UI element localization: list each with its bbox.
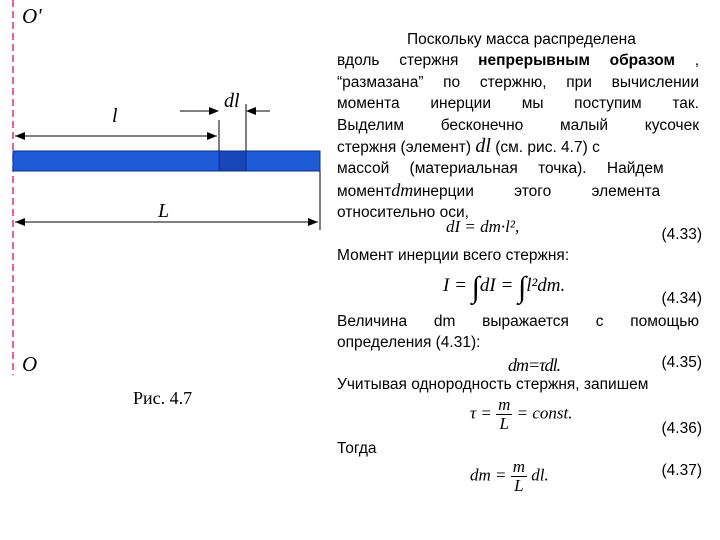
label-l: l [112,105,118,127]
p1-line-1: Поскольку масса распределена [407,31,636,48]
axis-label-bottom: O [22,352,38,376]
equation-4-35: dm=τdl. [508,355,561,375]
eqnum-4-33: (4.33) [661,226,702,243]
equation-4-34: I = ∫dI = ∫l²dm. [443,271,566,304]
p3-line-2: определения (4.31): [337,334,481,352]
eqnum-4-34: (4.34) [661,290,702,307]
symbol-dl: dl [475,135,491,158]
equation-4-36: τ = $\frac{m}{L}$ = const. [470,395,573,433]
label-L: L [158,200,170,222]
rod-element-dl [219,151,246,171]
p3-line-1: Величина dm выражается с помощью [337,313,699,330]
eqnum-4-37: (4.37) [661,462,702,479]
rod [13,151,320,171]
p1-line-9: относительно оси, [337,204,469,222]
eqnum-4-36: (4.36) [661,420,702,437]
p1-line-3: “размазана” по стержню, при вычислении [337,73,699,91]
paragraph-3 [337,311,699,354]
p1-line-5: Выделим бесконечно малый кусочек [337,116,699,134]
paragraph-4: Учитывая однородность стержня, запишем [337,376,649,393]
p1-line-6: стержня (элемент) dl (см. рис. 4.7) с [337,135,600,158]
equation-4-33: dI = dm·l², [446,217,520,236]
p1-line-7: массой (материальная точка). Найдем [337,160,664,178]
equation-4-37: dm = $\frac{m}{L}$ dl. [470,457,549,495]
symbol-dm: dm [391,179,414,200]
eqnum-4-35: (4.35) [661,354,702,371]
paragraph-1 [337,29,699,224]
paragraph-2: Момент инерции всего стержня: [337,247,570,264]
p1-line-4: момента инерции мы поступим так. [337,95,699,113]
figure-caption: Рис. 4.7 [133,388,193,408]
label-dl: dl [224,90,240,112]
axis-label-top: O' [22,4,42,28]
paragraph-5: Тогда [337,440,377,457]
p1-line-8: моментdmинерции этого элемента [337,179,661,200]
rod-figure [0,0,330,540]
p1-line-2: вдоль стержня непрерывным образом , [337,52,699,70]
